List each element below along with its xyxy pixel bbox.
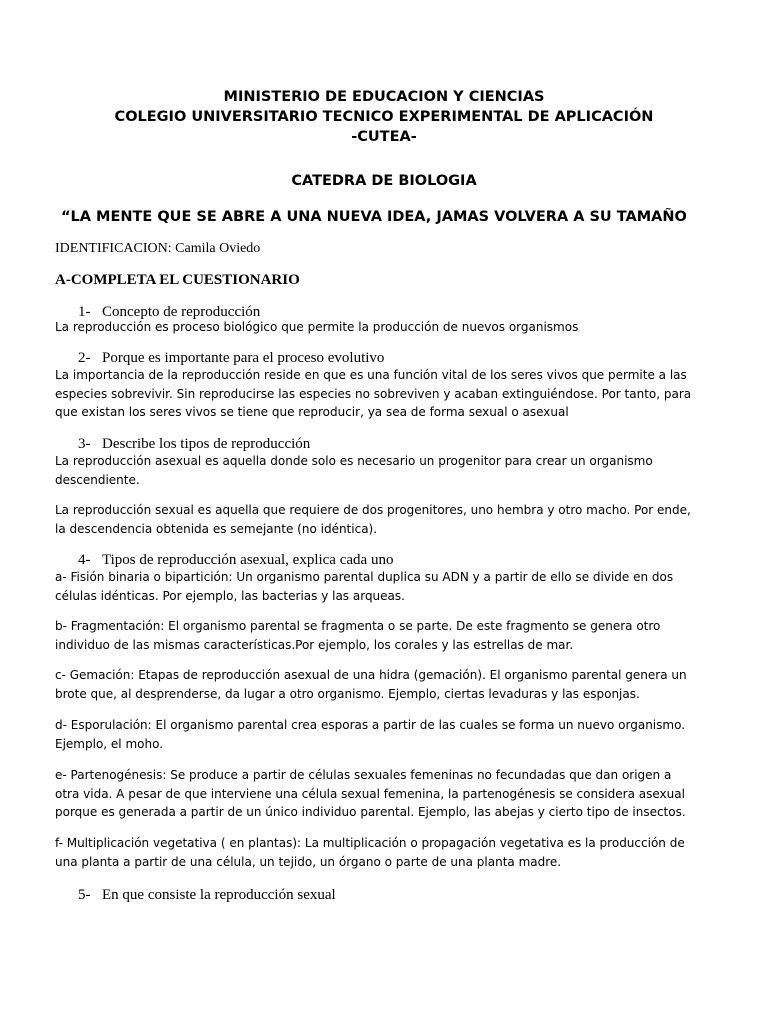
answer-4-fragmentacion: b- Fragmentación: El organismo parental se fragmenta o se parte. De este fragmento se genera otro individuo de las mismas características.Por ejemplo, los corales y las estrellas de mar. [55, 619, 661, 652]
answer-3-asexual: La reproducción asexual es aquella donde solo es necesario un progenitor para crear un organismo descendiente. [55, 454, 653, 487]
question-text: Concepto de reproducción [102, 304, 261, 320]
catedra-title: CATEDRA DE BIOLOGIA [291, 173, 477, 189]
ministry-header [0, 87, 768, 147]
question-4 [78, 551, 393, 569]
identification-line: IDENTIFICACION: Camila Oviedo [55, 241, 261, 256]
question-3 [78, 435, 310, 453]
answer-4-gemacion: c- Gemación: Etapas de reproducción asexual de una hidra (gemación). El organismo parental genera un brote que, al desprenderse, da lugar a otro organismo. Ejemplo, ciertas levaduras y las esponjas. [55, 668, 687, 701]
question-number: 1- [78, 304, 91, 320]
answer-2: La importancia de la reproducción reside en que es una función vital de los seres vivos que permite a las especies sobrevivir. Sin reproducirse las especies no sobreviven y acaban extinguiéndose. Por tanto, para que existan los seres vivos se tiene que reproducir, ya sea de forma sexual o asexual [55, 368, 692, 419]
header-line-ministry: MINISTERIO DE EDUCACION Y CIENCIAS [223, 89, 545, 105]
question-text: En que consiste la reproducción sexual [102, 887, 336, 903]
answer-4-esporulacion: d- Esporulación: El organismo parental crea esporas a partir de las cuales se forma un nuevo organismo. Ejemplo, el moho. [55, 718, 686, 751]
answer-3-sexual: La reproducción sexual es aquella que requiere de dos progenitores, uno hembra y otro macho. Por ende, la descendencia obtenida es semejante (no idéntica). [55, 503, 691, 536]
answer-4-fision: a- Fisión binaria o bipartición: Un organismo parental duplica su ADN y a partir de ello se divide en dos células idénticas. Por ejemplo, las bacterias y las arqueas. [55, 570, 674, 603]
question-number: 4- [78, 552, 91, 568]
question-number: 5- [78, 887, 91, 903]
answer-4-multiplicacion-vegetativa: f- Multiplicación vegetativa ( en plantas): La multiplicación o propagación vegetativa es la producción de una planta a partir de una célula, un tejido, un órgano o parte de una planta madre. [55, 836, 685, 869]
question-number: 2- [78, 350, 91, 366]
question-2 [78, 349, 384, 367]
answer-1: La reproducción es proceso biológico que permite la producción de nuevos organismos [55, 320, 579, 334]
quote-line: “LA MENTE QUE SE ABRE A UNA NUEVA IDEA, JAMAS VOLVERA A SU TAMAÑO [61, 209, 687, 225]
question-text: Tipos de reproducción asexual, explica cada uno [102, 552, 394, 568]
answer-4-partenogenesis: e- Partenogénesis: Se produce a partir de células sexuales femeninas no fecundadas que dan origen a otra vida. A pesar de que interviene una célula sexual femenina, la partenogénesis se considera asexual porque es generada a partir de un único individuo parental. Ejemplo, las abejas y cierto tipo de insectos. [55, 768, 686, 819]
header-line-college: COLEGIO UNIVERSITARIO TECNICO EXPERIMENTAL DE APLICACIÓN [114, 109, 654, 125]
question-5 [78, 886, 336, 904]
question-number: 3- [78, 436, 91, 452]
question-text: Describe los tipos de reproducción [102, 436, 311, 452]
header-line-acronym: -CUTEA- [351, 129, 417, 145]
section-title: A-COMPLETA EL CUESTIONARIO [55, 272, 300, 288]
question-text: Porque es importante para el proceso evolutivo [102, 350, 385, 366]
